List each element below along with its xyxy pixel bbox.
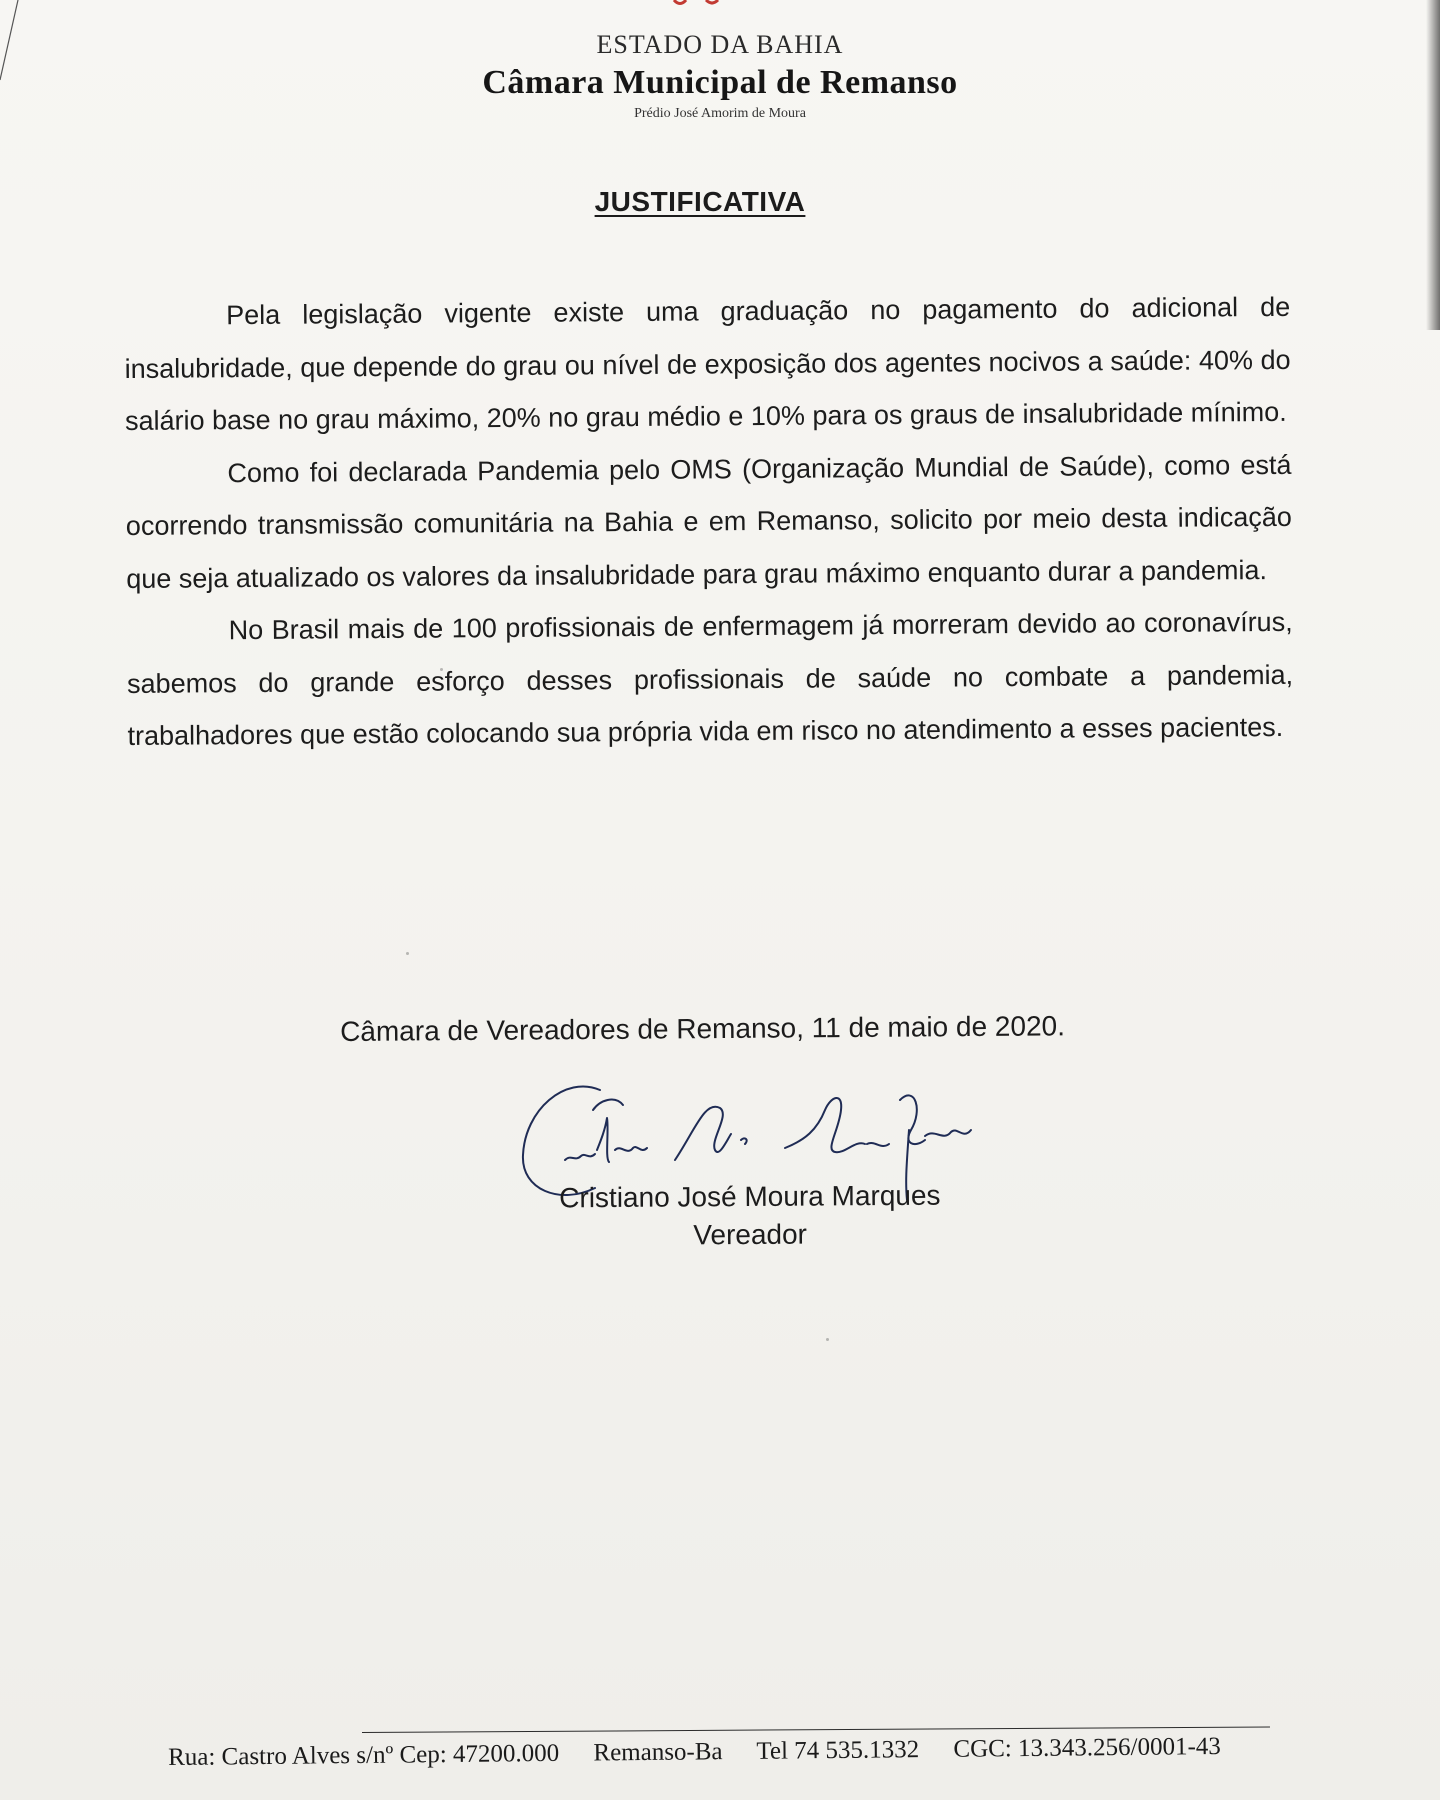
letterhead-institution: Câmara Municipal de Remanso	[482, 64, 958, 101]
letterhead-building: Prédio José Amorim de Moura	[634, 106, 806, 121]
paragraph-2: Como foi declarada Pandemia pelo OMS (Organização Mundial de Saúde), como está ocorrendo transmissão comunitária na Bahia e em Remanso, solicito por meio desta indicação que seja atualizado os valores da insalubridade para grau máximo enquanto durar a pandemia.	[125, 449, 1292, 594]
signer-block	[530, 1176, 971, 1255]
footer-phone: Tel 74 535.1332	[756, 1736, 920, 1765]
signer-role: Vereador	[693, 1218, 808, 1251]
footer	[168, 1733, 1249, 1772]
footer-divider	[362, 1726, 1270, 1733]
seal-fragment-icon	[666, 0, 726, 8]
paper-speck	[440, 668, 443, 671]
date-line: Câmara de Vereadores de Remanso, 11 de maio de 2020.	[340, 1010, 1066, 1047]
paper-speck	[406, 952, 409, 955]
footer-address: Rua: Castro Alves s/nº Cep: 47200.000	[168, 1739, 560, 1771]
letterhead	[0, 28, 1440, 124]
document-body	[124, 281, 1294, 763]
document-title: JUSTIFICATIVA	[594, 186, 806, 217]
paragraph-1: Pela legislação vigente existe uma graduação no pagamento do adicional de insalubridade, que depende do grau ou nível de exposição dos agentes nocivos a saúde: 40% do salário base no grau máximo, 20% no grau médio e 10% para os graus de insalubridade mínimo.	[124, 291, 1291, 436]
paper-speck	[826, 1338, 829, 1341]
footer-cgc: CGC: 13.343.256/0001-43	[953, 1732, 1221, 1763]
paragraph-3: No Brasil mais de 100 profissionais de enfermagem já morreram devido ao coronavírus, sabemos do grande esforço desses profissionais de saúde no combate a pandemia, trabalhadores que estão colocando sua própria vida em risco no atendimento a esses pacientes.	[126, 606, 1294, 751]
footer-city: Remanso-Ba	[593, 1738, 723, 1767]
signer-name: Cristiano José Moura Marques	[559, 1179, 941, 1214]
letterhead-state: ESTADO DA BAHIA	[596, 30, 844, 59]
